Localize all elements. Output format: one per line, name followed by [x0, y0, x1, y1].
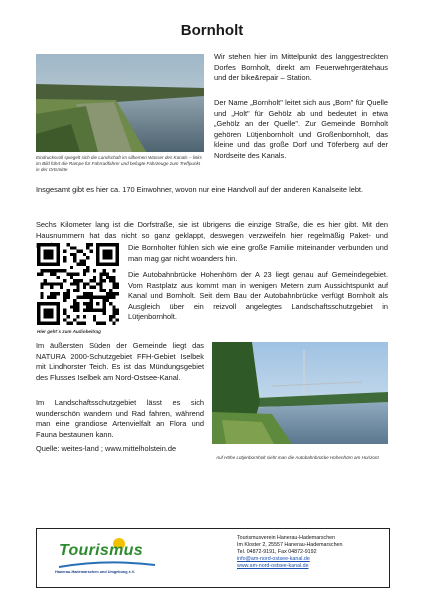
south-paragraph: Im äußersten Süden der Gemeinde liegt das NATURA 2000-Schutzgebiet FFH-Gebiet Iselbek mit Lindhorster Teich. Es ist das Mündungsgebiet des Flusses Iselbek am Nord-Ostsee-Kanal.	[36, 341, 204, 382]
intro-paragraph: Wir stehen hier im Mittelpunkt des langgestreckten Dorfes Bornholt, direkt am Feuerwehrgerätehaus und der bike&repair – Station.	[214, 52, 388, 83]
footer-email-link[interactable]: info@am-nord-ostsee-kanal.de	[237, 556, 310, 563]
footer-web-link[interactable]: www.am-nord-ostsee-kanal.de	[237, 563, 309, 570]
name-origin-paragraph: Der Name „Bornholt" leitet sich aus „Born" für Quelle und „Holt" für Gehölz ab und bedeutet in etwa „Gehölz an der Quelle". Zur Gemeinde Bornholt gehören Lütjenbornholt und Großenbornholt, das kleine und das große Dorf und Töferberg auf der Nordseite des Kanals.	[214, 98, 388, 160]
page-title: Bornholt	[180, 22, 244, 39]
bridge-paragraph: Die Autobahnbrücke Hohenhörn der A 23 liegt genau auf Gemeindegebiet. Vom Rastplatz aus kommt man in wenigen Metern zum Aussichtspunkt auf Kanal und Bornholt. Seit dem Bau der Autobahnbrücke verfügt Bornholt als Ausgleich über ein reizvoll angelegtes Landschaftsschutzgebiet in Lütjenbornholt.	[128, 270, 388, 322]
logo-wordmark: Tourismus	[59, 542, 143, 559]
footer-phone: Tel. 04872-9191, Fax 04872-9192	[237, 549, 317, 556]
street-paragraph: Sechs Kilometer lang ist die Dorfstraße, sie ist übrigens die einzige Straße, die es hier gibt. Mit den Hausnummern hat das nicht so ganz geklappt, deswegen verzweifeln hier regelmäßig Paket- und	[36, 220, 388, 240]
logo-subtext: Hanerau-Hademarschen und Umgebung e.V.	[55, 570, 136, 574]
qr-code[interactable]	[37, 243, 119, 325]
logo-swoosh-icon	[57, 561, 157, 569]
canal-photo-caption: Eindrucksvoll spiegelt sich die Landschaft im silbernen Wasser des Kanals – links im Bild führt die Rampe für Fahrradfahrer und befugte Fahrzeuge zum Treffpunkt in der Ortsmitte	[36, 155, 202, 172]
family-paragraph: Die Bornholter fühlen sich wie eine große Familie miteinander verbunden und man mag gar nicht woanders hin.	[128, 243, 388, 263]
qr-caption: Hier geht´s zum Audiobeitrag	[37, 329, 101, 334]
nature-paragraph: Im Landschaftsschutzgebiet lässt es sich wunderschön wandern und Rad fahren, während man eine grandiose Artenvielfalt an Flora und Fauna bestaunen kann.	[36, 398, 204, 439]
footer-address	[237, 535, 342, 570]
bridge-photo-caption: Auf Höhe Lütjenbornholt sieht man die Autobahnbrücke Hohenhörn am Horizont	[216, 455, 379, 460]
population-paragraph: Insgesamt gibt es hier ca. 170 Einwohner, wovon nur eine Handvoll auf der anderen Kanalseite lebt.	[36, 185, 364, 194]
footer-org: Tourismusverein Hanerau-Hademarschen	[237, 535, 336, 541]
bridge-photo	[212, 342, 388, 444]
source-line: Quelle: weites-land ; www.mittelholstein.de	[36, 444, 177, 453]
footer-street: Im Kloster 2, 25557 Hanerau-Hademarschen	[237, 542, 343, 549]
canal-photo	[36, 54, 204, 152]
tourismus-logo[interactable]	[49, 534, 159, 578]
